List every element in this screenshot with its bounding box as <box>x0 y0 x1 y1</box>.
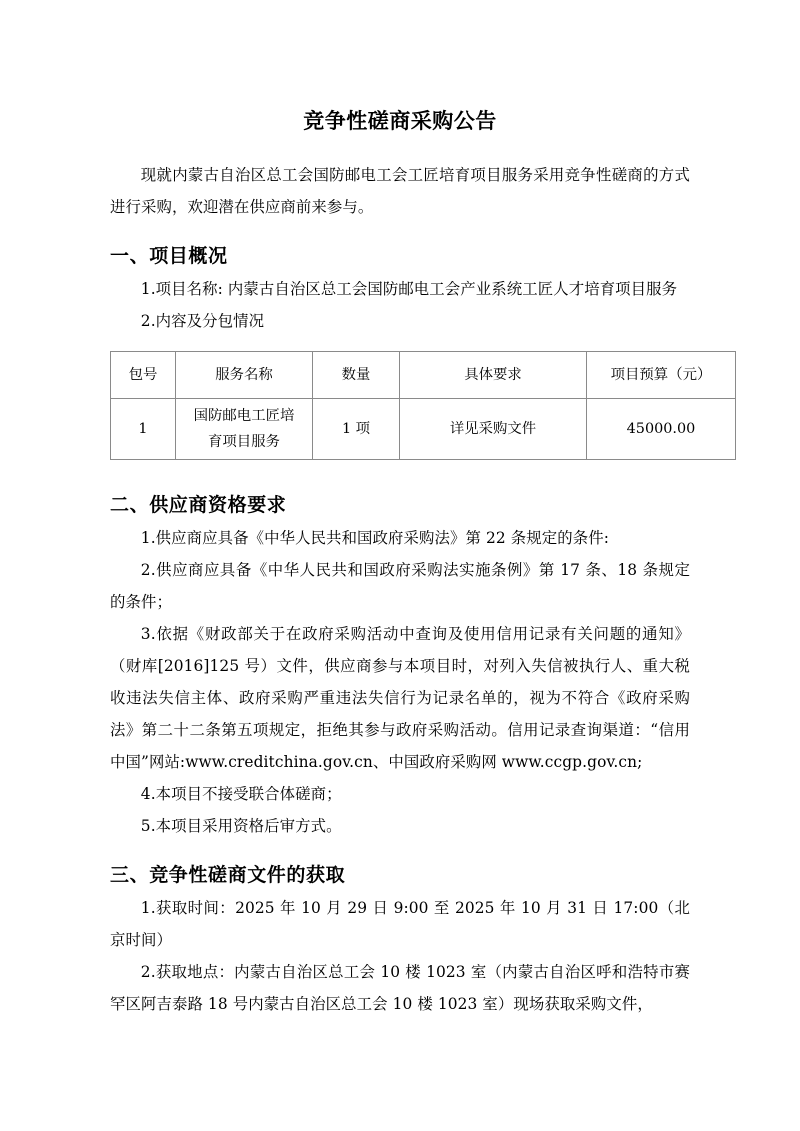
intro-paragraph: 现就内蒙古自治区总工会国防邮电工会工匠培育项目服务采用竞争性磋商的方式进行采购，欢迎潜在供应商前来参与。 <box>110 166 690 217</box>
cell-package-no: 1 <box>111 399 176 460</box>
section3-item-acquisition-time: 1.获取时间：2025 年 10 月 29 日 9:00 至 2025 年 10 月 31 日 17:00（北京时间） <box>110 899 690 950</box>
intro-block <box>110 159 690 223</box>
package-table-body <box>111 399 736 460</box>
package-table <box>110 351 736 460</box>
section3-items <box>110 892 690 1020</box>
cell-service-name-line1: 国防邮电工匠培 <box>193 408 295 425</box>
table-header-row <box>111 352 736 399</box>
section2-item-3: 3.依据《财政部关于在政府采购活动中查询及使用信用记录有关问题的通知》（财库[2016]125 号）文件，供应商参与本项目时，对列入失信被执行人、重大税收违法失信主体、政府采购严重违法失信行为记录名单的，视为不符合《政府采购法》第二十二条第五项规定，拒绝其参与政府采购活动。信用记录查询渠道：“信用中国”网站:www.creditchina.gov.cn、中国政府采购网 www.ccgp.gov.cn; <box>110 625 690 772</box>
table-header-package-no: 包号 <box>111 352 176 399</box>
package-table-head <box>111 352 736 399</box>
document-title: 竞争性磋商采购公告 <box>303 108 497 133</box>
cell-service-name-line2: 育项目服务 <box>208 434 280 451</box>
table-header-service-name: 服务名称 <box>176 352 313 399</box>
section2-item-1: 1.供应商应具备《中华人民共和国政府采购法》第 22 条规定的条件: <box>140 529 609 548</box>
table-header-budget: 项目预算（元） <box>587 352 736 399</box>
section2-item-2: 2.供应商应具备《中华人民共和国政府采购法实施条例》第 17 条、18 条规定的条件； <box>110 561 690 612</box>
section1-item-project-name: 1.项目名称: 内蒙古自治区总工会国防邮电工会产业系统工匠人才培育项目服务 <box>140 280 678 299</box>
table-header-quantity: 数量 <box>313 352 400 399</box>
section-heading-supplier-qualification: 二、供应商资格要求 <box>110 494 287 517</box>
section-heading-document-acquisition: 三、竞争性磋商文件的获取 <box>110 864 346 887</box>
section3-item-acquisition-place: 2.获取地点：内蒙古自治区总工会 10 楼 1023 室（内蒙古自治区呼和浩特市赛罕区阿吉泰路 18 号内蒙古自治区总工会 10 楼 1023 室）现场获取采购文件， <box>110 963 690 1014</box>
section2-item-4: 4.本项目不接受联合体磋商； <box>140 785 342 804</box>
section1-item-content-and-packages: 2.内容及分包情况 <box>140 312 265 331</box>
package-table-wrap <box>110 351 712 460</box>
cell-service-name <box>176 399 313 460</box>
cell-budget: 45000.00 <box>587 399 736 460</box>
table-header-requirement: 具体要求 <box>400 352 587 399</box>
section2-items <box>110 522 690 842</box>
section-heading-project-overview: 一、项目概况 <box>110 245 228 268</box>
cell-quantity: 1 项 <box>313 399 400 460</box>
table-row <box>111 399 736 460</box>
section2-item-5: 5.本项目采用资格后审方式。 <box>140 817 342 836</box>
section1-items <box>110 273 690 337</box>
cell-requirement: 详见采购文件 <box>400 399 587 460</box>
